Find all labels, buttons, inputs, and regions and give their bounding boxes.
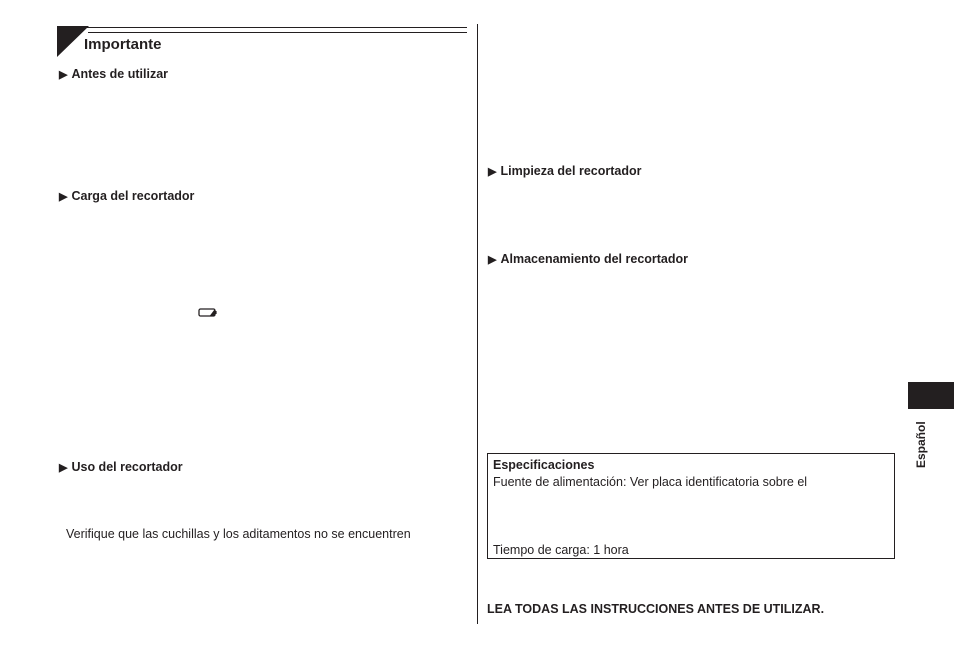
language-tab [908,382,954,409]
heading-rule-inner [88,32,467,33]
section-heading-limpieza [488,164,641,178]
spec-power: Fuente de alimentación: Ver placa identificatoria sobre el [493,475,808,489]
column-divider [477,24,478,624]
section-label: Uso del recortador [71,460,183,474]
specifications-box [487,453,895,559]
right-triangle-icon: ▶ [488,166,497,178]
right-triangle-icon: ▶ [59,462,68,474]
footer-notice: LEA TODAS LAS INSTRUCCIONES ANTES DE UTILIZAR. [487,602,825,616]
page-title: Importante [84,36,162,53]
section-label: Carga del recortador [71,189,195,203]
section-heading-antes [59,67,168,81]
heading-rule [57,27,467,28]
section-label: Almacenamiento del recortador [500,252,689,266]
section-heading-uso [59,460,183,474]
section-heading-almacenamiento [488,252,688,266]
right-triangle-icon: ▶ [488,254,497,266]
body-paragraph: Verifique que las cuchillas y los aditamentos no se encuentren [66,527,411,541]
language-label: Español [914,421,928,468]
section-heading-carga [59,189,194,203]
battery-icon [198,308,217,317]
section-label: Antes de utilizar [71,67,169,81]
section-label: Limpieza del recortador [500,164,642,178]
spec-charge-time: Tiempo de carga: 1 hora [493,543,629,557]
specifications-title: Especificaciones [493,458,595,472]
right-triangle-icon: ▶ [59,69,68,81]
right-triangle-icon: ▶ [59,191,68,203]
